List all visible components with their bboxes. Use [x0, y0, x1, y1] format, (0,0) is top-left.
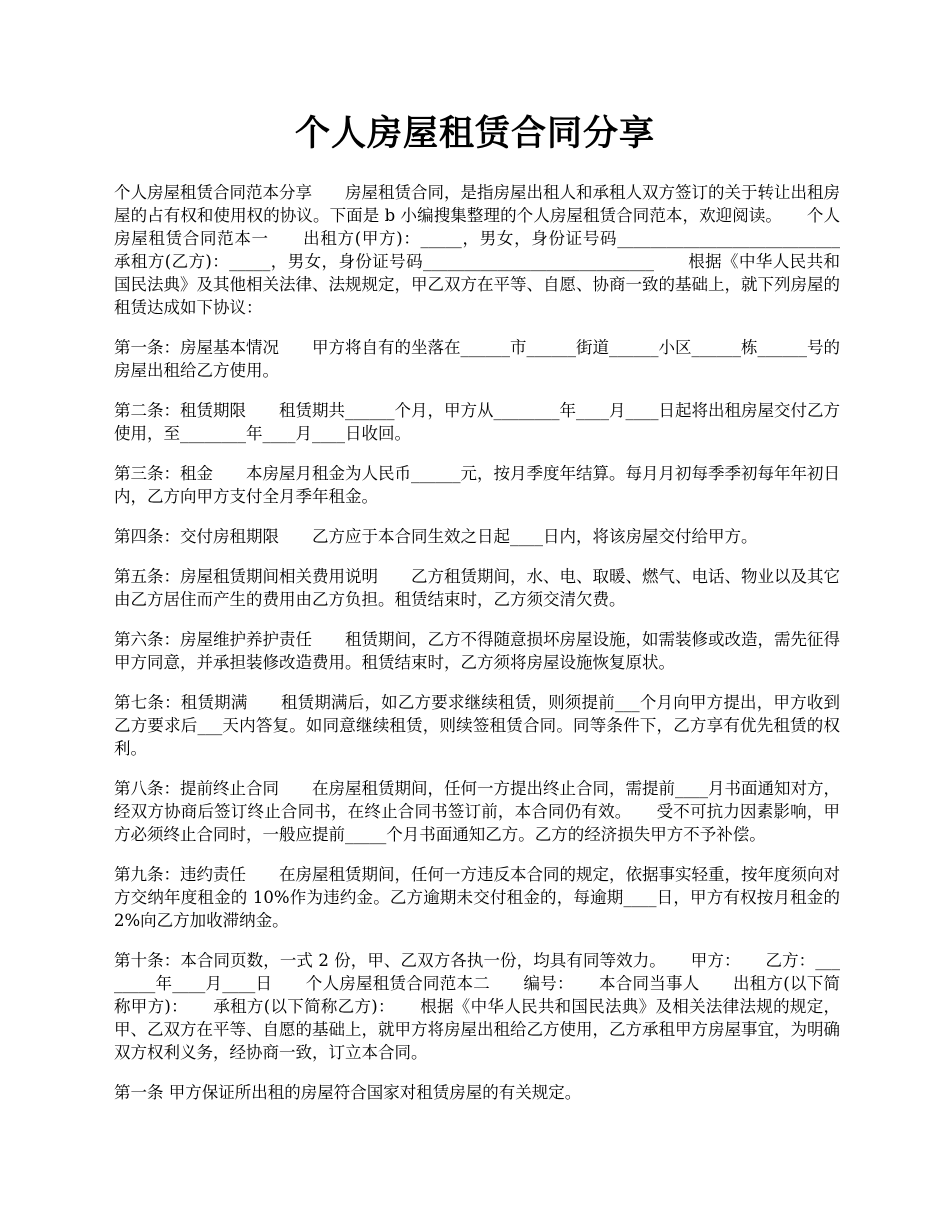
document-title: 个人房屋租赁合同分享	[294, 113, 655, 154]
paragraph-intro: 个人房屋租赁合同范本分享 房屋租赁合同，是指房屋出租人和承租人双方签订的关于转让出租房屋的占有权和使用权的协议。下面是 b 小编搜集整理的个人房屋租赁合同范本，欢迎阅读。 个人房屋租赁合同范本一 出租方(甲方)：_____，男女，身份证号码___________________________ 承租方(乙方)：_____，男女，身份证号码____________________________ 根据《中华人民共和国民法典》及其他相关法律、法规规定，甲乙双方在平等、自愿、协商一致的基础上，就下列房屋的租赁达成如下协议：	[114, 183, 873, 317]
paragraph-article-1: 第一条：房屋基本情况 甲方将自有的坐落在______市______街道______小区______栋______号的房屋出租给乙方使用。	[114, 338, 840, 380]
paragraph-article-6: 第六条：房屋维护养护责任 租赁期间，乙方不得随意损坏房屋设施，如需装修或改造，需先征得甲方同意，并承担装修改造费用。租赁结束时，乙方须将房屋设施恢复原状。	[114, 630, 840, 672]
paragraph-article-10: 第十条：本合同页数，一式 2 份，甲、乙双方各执一份，均具有同等效力。 甲方： 乙方：________年____月____日 个人房屋租赁合同范本二 编号： 本合同当事人 出租方(以下简称甲方)： 承租方(以下简称乙方)： 根据《中华人民共和国民法典》及相关法律法规的规定，甲、乙双方在平等、自愿的基础上，就甲方将房屋出租给乙方使用，乙方承租甲方房屋事宜，为明确双方权利义务，经协商一致，订立本合同。	[114, 951, 840, 1062]
paragraph-article-7: 第七条：租赁期满 租赁期满后，如乙方要求继续租赁，则须提前___个月向甲方提出，甲方收到乙方要求后___天内答复。如同意继续租赁，则续签租赁合同。同等条件下，乙方享有优先租赁的权利。	[114, 693, 840, 758]
paragraph-article-5: 第五条：房屋租赁期间相关费用说明 乙方租赁期间，水、电、取暖、燃气、电话、物业以及其它由乙方居住而产生的费用由乙方负担。租赁结束时，乙方须交清欠费。	[114, 567, 840, 609]
paragraph-template2-article-1: 第一条 甲方保证所出租的房屋符合国家对租赁房屋的有关规定。	[114, 1083, 582, 1102]
paragraph-article-4: 第四条：交付房租期限 乙方应于本合同生效之日起____日内，将该房屋交付给甲方。	[114, 527, 758, 546]
document-body	[114, 181, 873, 1121]
paragraph-article-9: 第九条：违约责任 在房屋租赁期间，任何一方违反本合同的规定，依据事实轻重，按年度须向对方交纳年度租金的 10%作为违约金。乙方逾期未交付租金的，每逾期____日，甲方有权按月租金的 2%向乙方加收滞纳金。	[114, 865, 846, 930]
paragraph-article-2: 第二条：租赁期限 租赁期共______个月，甲方从________年____月____日起将出租房屋交付乙方使用，至________年____月____日收回。	[114, 401, 840, 443]
paragraph-article-3: 第三条：租金 本房屋月租金为人民币______元，按月季度年结算。每月月初每季季初每年年初日内，乙方向甲方支付全月季年租金。	[114, 464, 840, 506]
paragraph-article-8: 第八条：提前终止合同 在房屋租赁期间，任何一方提出终止合同，需提前____月书面通知对方，经双方协商后签订终止合同书，在终止合同书签订前，本合同仍有效。 受不可抗力因素影响，甲方必须终止合同时，一般应提前_____个月书面通知乙方。乙方的经济损失甲方不予补偿。	[114, 779, 840, 844]
